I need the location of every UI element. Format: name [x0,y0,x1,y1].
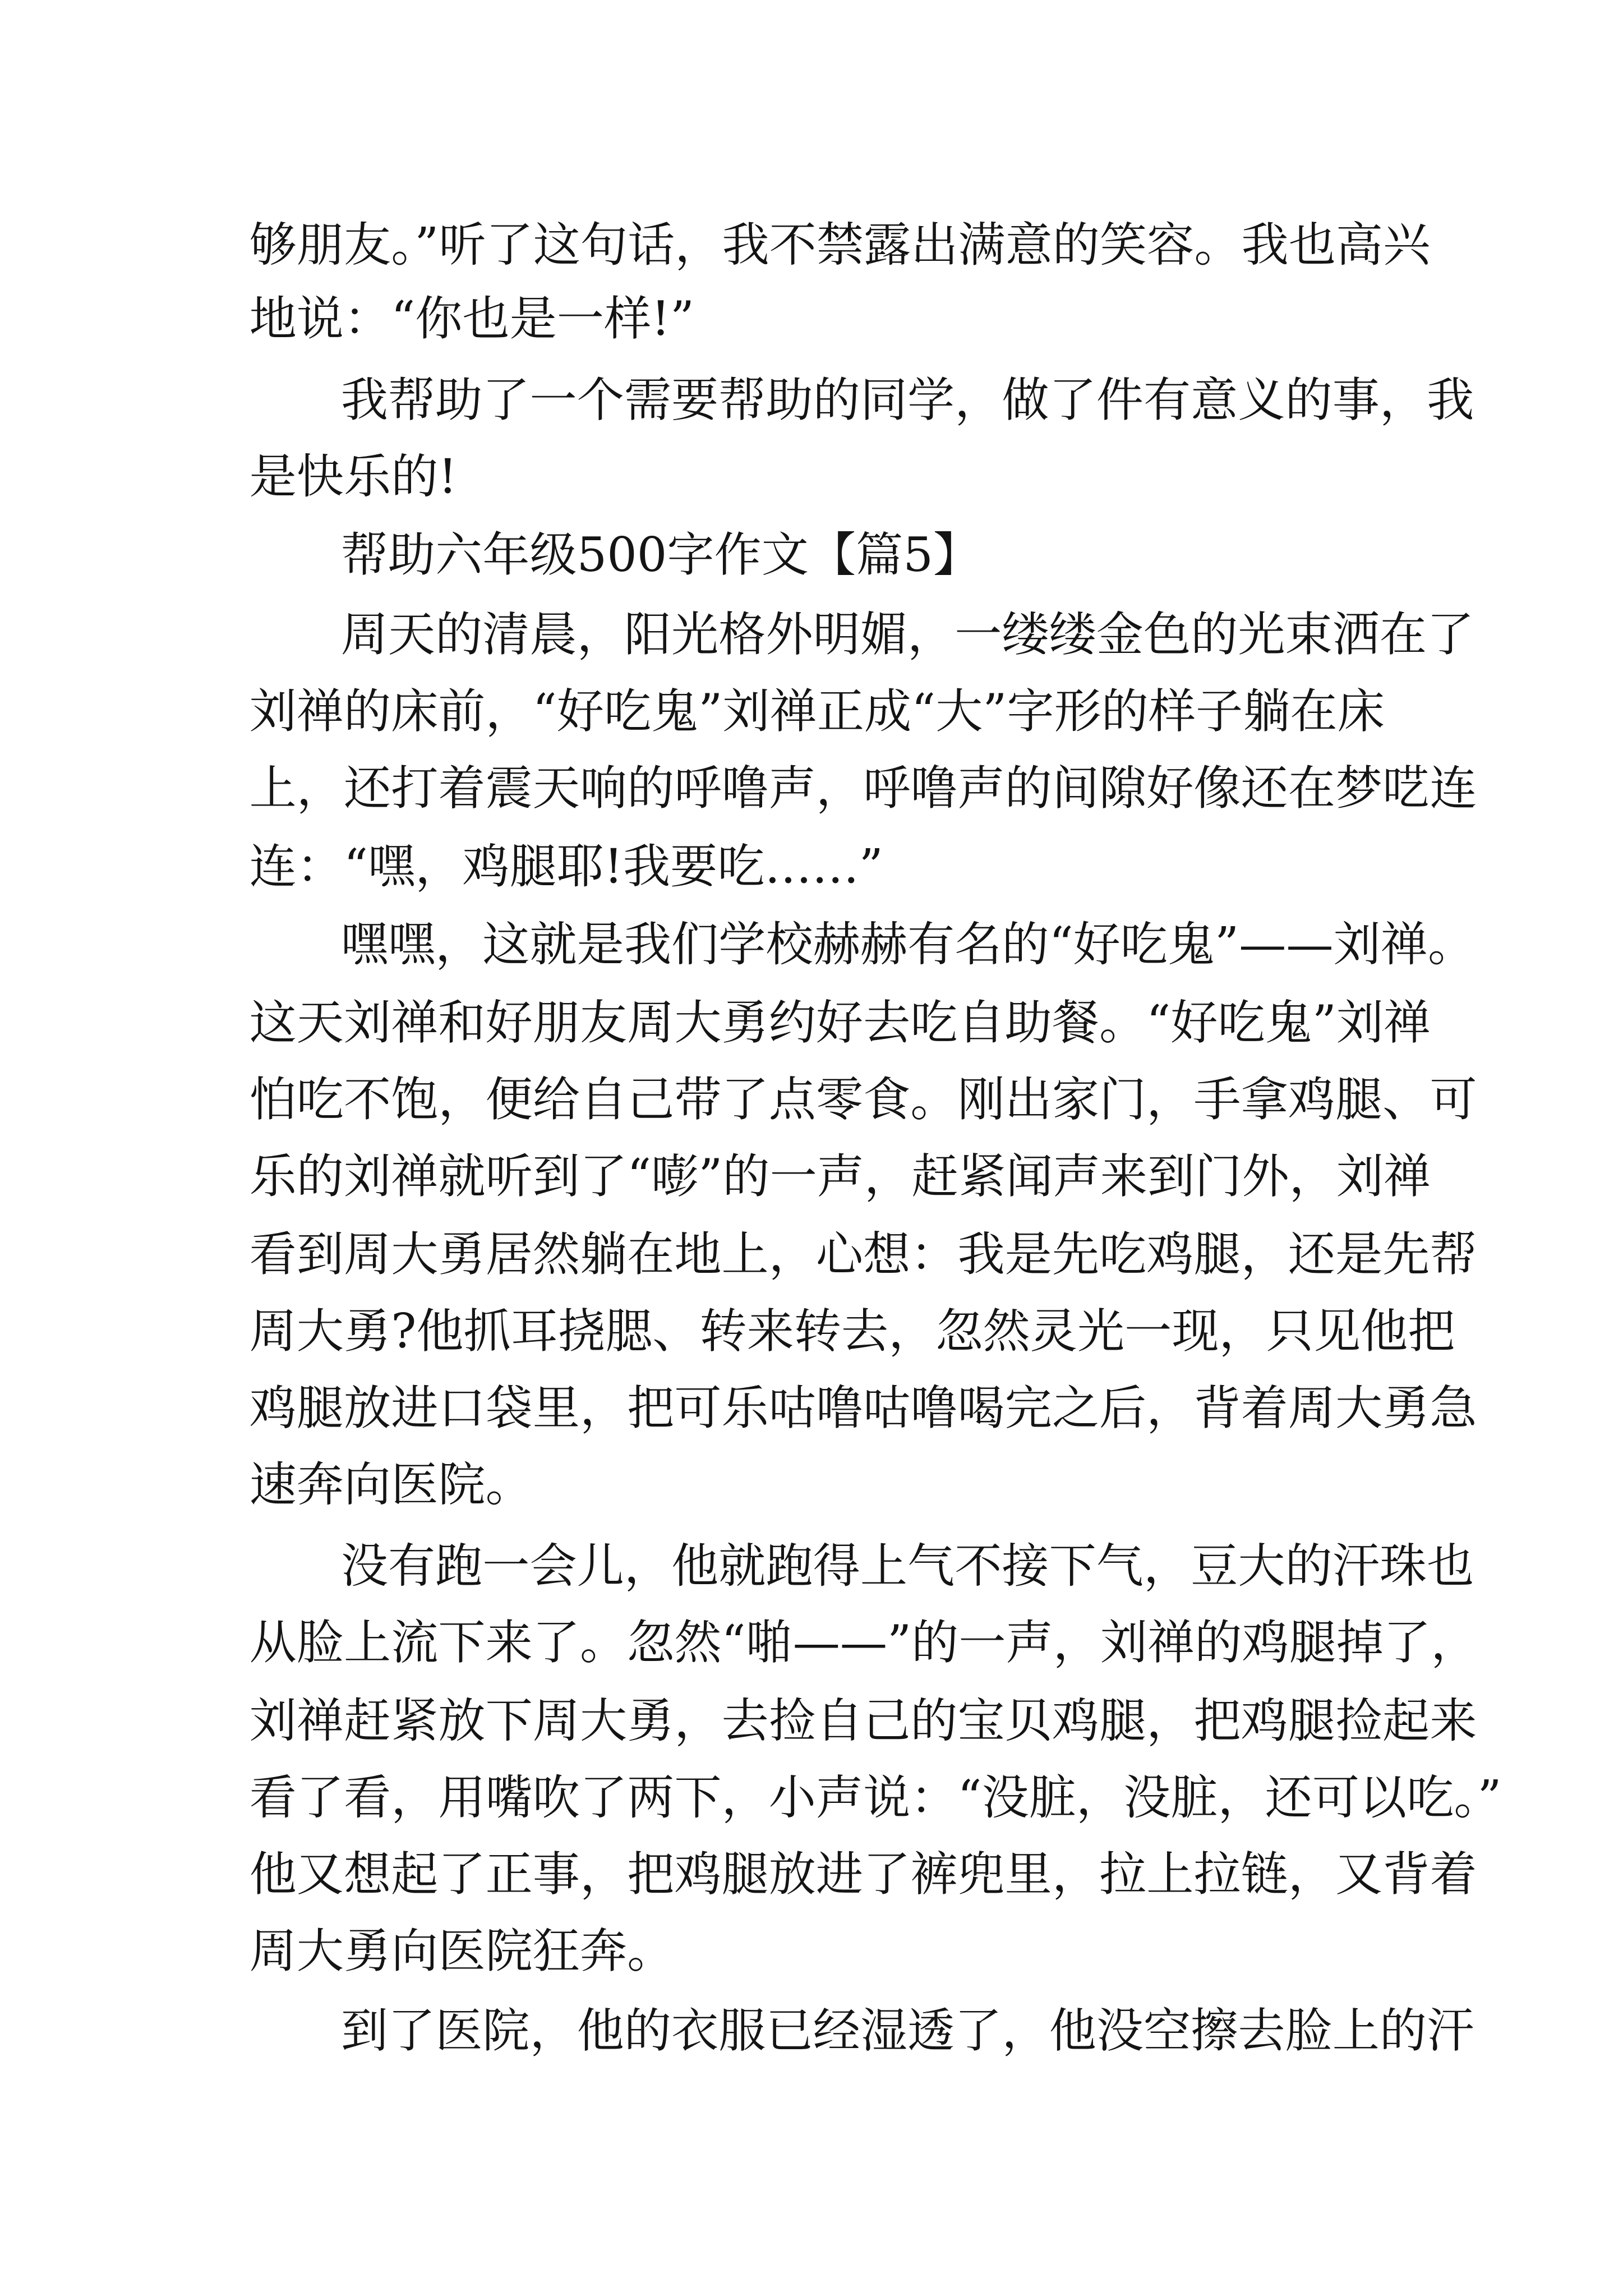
section-heading: 帮助六年级500字作文【篇5】 [340,527,981,583]
text-line: 速奔向医院。 [249,1456,533,1513]
text-line: 看了看，用嘴吹了两下，小声说：“没脏，没脏，还可以吃。” [249,1769,1502,1826]
text-line: 嘿嘿，这就是我们学校赫赫有名的“好吃鬼”——刘禅。 [340,916,1476,973]
text-line: 乐的刘禅就听到了“嘭”的一声，赶紧闻声来到门外，刘禅 [249,1148,1431,1204]
text-line: 够朋友。”听了这句话，我不禁露出满意的笑容。我也高兴 [249,217,1431,273]
text-line: 看到周大勇居然躺在地上，心想：我是先吃鸡腿，还是先帮 [249,1226,1477,1283]
text-line: 从脸上流下来了。忽然“啪——”的一声，刘禅的鸡腿掉了， [249,1614,1478,1671]
text-line: 我帮助了一个需要帮助的同学，做了件有意义的事，我 [340,371,1474,428]
text-line: 到了医院，他的衣服已经湿透了，他没空擦去脸上的汗 [340,2003,1474,2059]
text-line: 周天的清晨，阳光格外明媚，一缕缕金色的光束洒在了 [340,606,1474,663]
text-line: 刘禅的床前，“好吃鬼”刘禅正成“大”字形的样子躺在床 [249,683,1385,740]
text-line: 上，还打着震天响的呼噜声，呼噜声的间隙好像还在梦呓连 [249,760,1477,816]
text-line: 这天刘禅和好朋友周大勇约好去吃自助餐。“好吃鬼”刘禅 [249,995,1431,1051]
text-line: 周大勇?他抓耳挠腮、转来转去，忽然灵光一现，只见他把 [249,1303,1455,1360]
text-line: 刘禅赶紧放下周大勇，去捡自己的宝贝鸡腿，把鸡腿捡起来 [249,1692,1477,1749]
text-line: 地说：“你也是一样!” [249,291,695,347]
text-line: 是快乐的! [249,448,458,505]
text-line: 没有跑一会儿，他就跑得上气不接下气，豆大的汗珠也 [340,1538,1474,1594]
text-line: 周大勇向医院狂奔。 [249,1923,675,1980]
text-line: 鸡腿放进口袋里，把可乐咕噜咕噜喝完之后，背着周大勇急 [249,1379,1477,1436]
text-line: 怕吃不饱，便给自己带了点零食。刚出家门，手拿鸡腿、可 [249,1071,1477,1128]
text-line: 他又想起了正事，把鸡腿放进了裤兜里，拉上拉链，又背着 [249,1846,1477,1903]
text-line: 连：“嘿，鸡腿耶!我要吃……” [249,838,883,895]
